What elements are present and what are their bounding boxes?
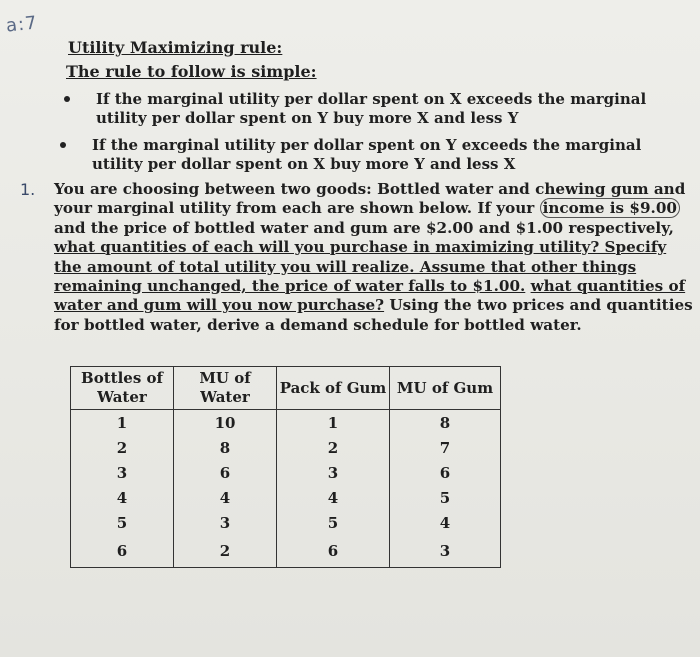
table-row bbox=[71, 435, 501, 460]
header-mu-of-gum: MU of Gum bbox=[390, 367, 501, 410]
table-cell: 10 bbox=[174, 410, 277, 436]
table-cell: 1 bbox=[71, 410, 174, 436]
circled-income: income is $9.00 bbox=[540, 198, 680, 218]
table-cell: 5 bbox=[390, 485, 501, 510]
table-cell: 4 bbox=[71, 485, 174, 510]
rule-item-1 bbox=[96, 90, 656, 128]
question-underlined-2: what quantities of water and gum will you now purchase? bbox=[54, 277, 686, 315]
question-part-3: Using the two prices and quantities for bottled water, derive a demand schedule for bottled water. bbox=[54, 296, 693, 334]
header-mu-of-water: MU of Water bbox=[174, 367, 277, 410]
table-cell: 6 bbox=[390, 460, 501, 485]
margin-note: a:7 bbox=[4, 12, 39, 37]
table-cell: 3 bbox=[277, 460, 390, 485]
bullet-icon bbox=[60, 142, 66, 148]
rule-text: If the marginal utility per dollar spent on X exceeds the marginal utility per dollar spent on Y buy more X and less Y bbox=[96, 90, 647, 127]
table-cell: 8 bbox=[390, 410, 501, 436]
table-cell: 3 bbox=[390, 535, 501, 568]
section-subtitle: The rule to follow is simple: bbox=[66, 62, 317, 81]
table-cell: 6 bbox=[277, 535, 390, 568]
table-cell: 5 bbox=[277, 510, 390, 535]
table-cell: 4 bbox=[390, 510, 501, 535]
rule-text: If the marginal utility per dollar spent on Y exceeds the marginal utility per dollar spent on X buy more Y and less X bbox=[92, 136, 642, 173]
table-cell: 3 bbox=[71, 460, 174, 485]
table-cell: 6 bbox=[174, 460, 277, 485]
question-part-1: You are choosing between two goods: Bottled water and chewing gum and your marginal utility from each are shown below. If your bbox=[54, 180, 686, 218]
question-underlined-1: what quantities of each will you purchase in maximizing utility? Specify the amount of total utility you will realize. Assume that other things remaining unchanged, the price of water falls to $1.00. bbox=[54, 238, 667, 296]
question-part-2: and the price of bottled water and gum are $2.00 and $1.00 respectively, bbox=[54, 218, 674, 237]
table-row bbox=[71, 535, 501, 568]
table-cell: 5 bbox=[71, 510, 174, 535]
table-cell: 6 bbox=[71, 535, 174, 568]
table-cell: 2 bbox=[71, 435, 174, 460]
rule-item-2 bbox=[92, 136, 662, 174]
table-cell: 1 bbox=[277, 410, 390, 436]
table-row bbox=[71, 485, 501, 510]
table-cell: 8 bbox=[174, 435, 277, 460]
header-bottles-of-water: Bottles of Water bbox=[71, 367, 174, 410]
table-cell: 4 bbox=[174, 485, 277, 510]
section-title: Utility Maximizing rule: bbox=[68, 38, 283, 57]
table-cell: 3 bbox=[174, 510, 277, 535]
table-row bbox=[71, 410, 501, 436]
table-cell: 2 bbox=[174, 535, 277, 568]
table-header-row bbox=[71, 367, 501, 410]
table-cell: 2 bbox=[277, 435, 390, 460]
table-row bbox=[71, 460, 501, 485]
question-number: 1. bbox=[20, 180, 36, 199]
header-pack-of-gum: Pack of Gum bbox=[277, 367, 390, 410]
table-row bbox=[71, 510, 501, 535]
utility-table bbox=[70, 366, 501, 568]
question-text bbox=[54, 180, 694, 335]
bullet-icon bbox=[64, 96, 70, 102]
table-cell: 4 bbox=[277, 485, 390, 510]
table-cell: 7 bbox=[390, 435, 501, 460]
